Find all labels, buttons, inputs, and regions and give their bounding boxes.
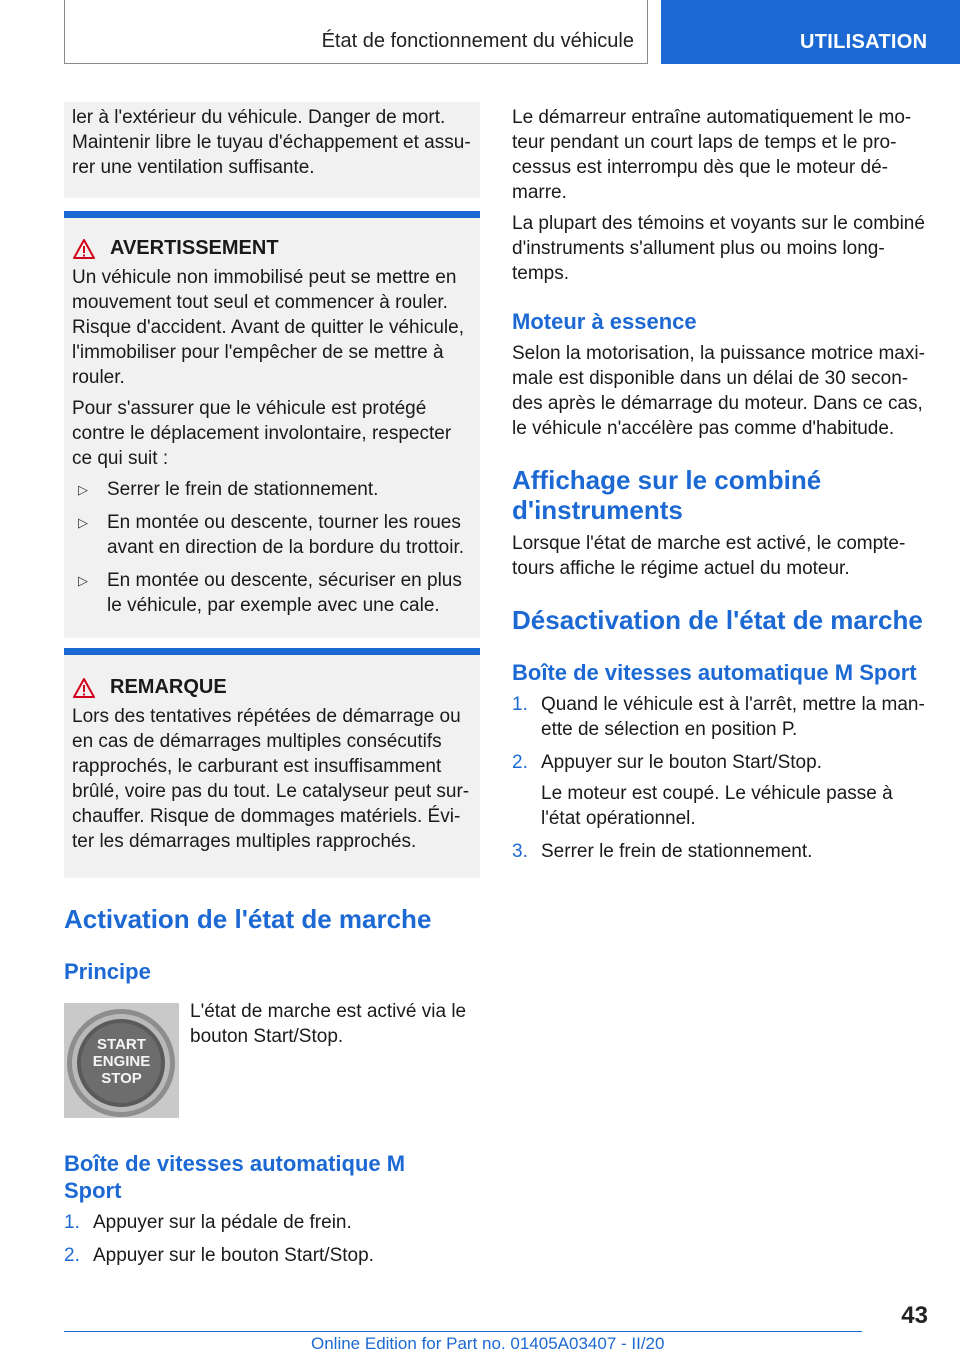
triangle-bullet-icon: ▷ bbox=[78, 482, 88, 497]
warning-box bbox=[64, 218, 480, 638]
steps-right bbox=[512, 692, 932, 864]
note-text: Lors des tentatives répétées de démarrage ou en cas de démarrages multiples consécutifs rapprochés, le carburant est insuffisamment brûlé, voire pas du tout. Le catalyseur peut surchauffer. Risque de dommages matériels. Éviter les démarrages multiples rapprochés. bbox=[72, 706, 470, 852]
button-label-start: START bbox=[97, 1036, 146, 1053]
list-item: 2. Appuyer sur le bouton Start/Stop. Le moteur est coupé. Le véhicule passe à l'état opérationnel. bbox=[512, 750, 932, 831]
triangle-bullet-icon: ▷ bbox=[78, 515, 88, 530]
button-label-stop: STOP bbox=[101, 1070, 142, 1087]
heading-principe: Principe bbox=[64, 959, 151, 984]
step-sub-text: Le moteur est coupé. Le véhicule passe à l'état opérationnel. bbox=[541, 783, 893, 829]
right-para-2: La plupart des témoins et voyants sur le combiné d'instruments s'allument plus ou moins longtemps. bbox=[512, 213, 925, 284]
principe-text: L'état de marche est activé via le bouton Start/Stop. bbox=[190, 1001, 467, 1047]
danger-text: ler à l'extérieur du véhicule. Danger de mort. Maintenir libre le tuyau d'échappement et assurer une ventilation suffisante. bbox=[72, 107, 471, 178]
danger-box-continuation bbox=[64, 102, 480, 198]
warning-triangle-icon bbox=[72, 677, 96, 699]
list-item: 1. Quand le véhicule est à l'arrêt, mettre la manette de sélection en position P. bbox=[512, 694, 925, 740]
right-para-1: Le démarreur entraîne automatiquement le moteur pendant un court laps de temps et le processus est interrompu dès que le moteur démarre. bbox=[512, 107, 912, 203]
page-number: 43 bbox=[901, 1302, 928, 1329]
steps-left bbox=[64, 1210, 464, 1268]
warning-triangle-icon bbox=[72, 238, 96, 260]
heading-moteur: Moteur à essence bbox=[512, 309, 697, 334]
list-item: ▷ Serrer le frein de stationnement. bbox=[78, 479, 379, 500]
chapter-tab-label: UTILISATION bbox=[800, 31, 928, 53]
warning-para-2: Pour s'assurer que le véhicule est protégé contre le déplacement involontaire, respecter ce qui suit : bbox=[72, 398, 452, 469]
warning-para-1: Un véhicule non immobilisé peut se mettre en mouvement tout seul et commencer à rouler. Risque d'accident. Avant de quitter le véhicule, l'immobiliser pour l'empêcher de se mettre à rouler. bbox=[72, 267, 464, 388]
chapter-tab[interactable] bbox=[661, 0, 960, 64]
note-bar bbox=[64, 648, 480, 655]
heading-activation: Activation de l'état de marche bbox=[64, 904, 432, 934]
warning-list bbox=[72, 477, 474, 618]
triangle-bullet-icon: ▷ bbox=[78, 573, 88, 588]
list-item: 1. Appuyer sur la pédale de frein. bbox=[64, 1212, 352, 1233]
button-label-engine: ENGINE bbox=[92, 1053, 151, 1070]
warning-heading bbox=[72, 236, 474, 261]
heading-desactivation: Désactivation de l'état de marche bbox=[512, 605, 923, 635]
note-heading bbox=[72, 675, 474, 700]
list-item: 3. Serrer le frein de stationnement. bbox=[512, 841, 813, 862]
note-box bbox=[64, 655, 480, 878]
edition-text: Online Edition for Part no. 01405A03407 - II/20 bbox=[311, 1334, 665, 1353]
footer-rule bbox=[64, 1331, 862, 1332]
moteur-text: Selon la motorisation, la puissance motrice maximale est disponible dans un délai de 30 secondes après le démarrage du moteur. Dans ce cas, le véhicule n'accélère pas comme d'habitude. bbox=[512, 343, 925, 439]
warning-title: AVERTISSEMENT bbox=[110, 237, 279, 259]
section-title: État de fonctionnement du véhicule bbox=[321, 30, 634, 52]
note-title: REMARQUE bbox=[110, 676, 227, 698]
warning-bar bbox=[64, 211, 480, 218]
affichage-text: Lorsque l'état de marche est activé, le compte-tours affiche le régime actuel du moteur. bbox=[512, 533, 906, 579]
list-item: ▷ En montée ou descente, sécuriser en plus le véhicule, par exemple avec une cale. bbox=[78, 570, 462, 616]
heading-affichage: Affichage sur le combiné d'instruments bbox=[512, 465, 822, 525]
heading-boite-right: Boîte de vitesses automatique M Sport bbox=[512, 660, 917, 685]
heading-boite-left: Boîte de vitesses automatique M Sport bbox=[64, 1151, 406, 1203]
list-item: 2. Appuyer sur le bouton Start/Stop. bbox=[64, 1245, 374, 1266]
list-item: ▷ En montée ou descente, tourner les roues avant en direction de la bordure du trottoir. bbox=[78, 512, 465, 558]
start-stop-button-image bbox=[64, 1003, 179, 1118]
